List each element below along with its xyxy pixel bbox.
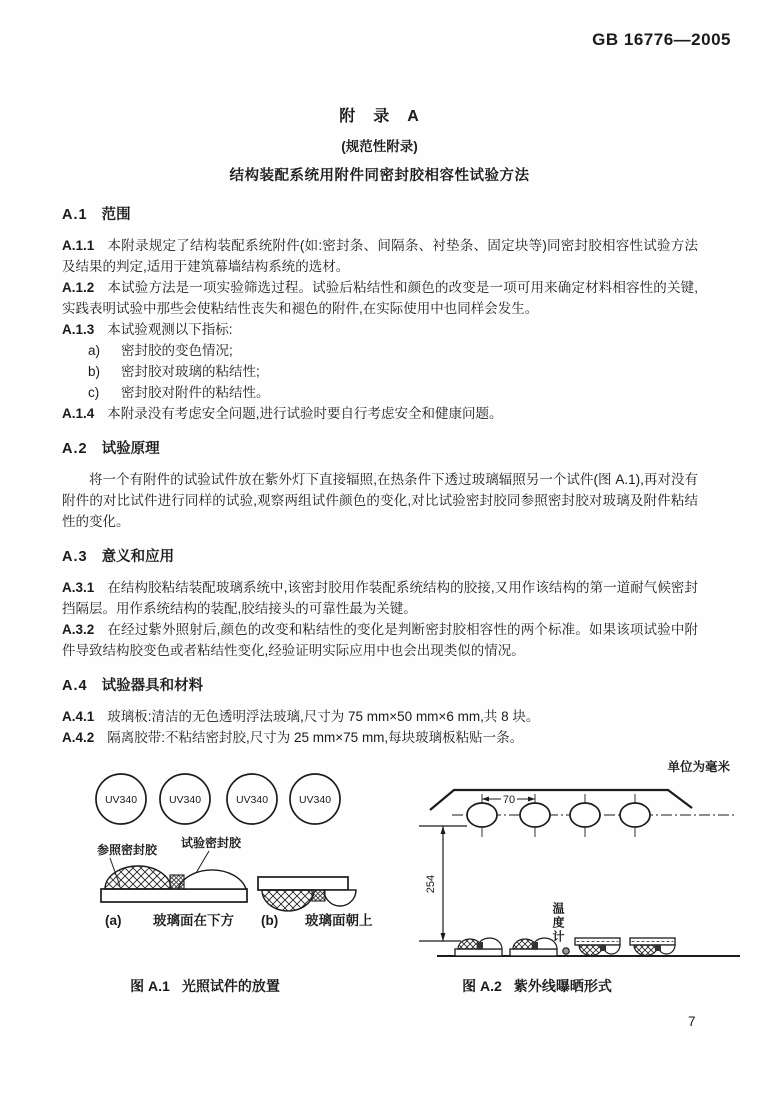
paragraph-label: A.3.2 (62, 622, 95, 637)
figure-a2-caption-label: 图 A.2 (462, 978, 502, 994)
paragraph-label: A.1.2 (62, 280, 95, 295)
paragraph-a2-intro: 将一个有附件的试验试件放在紫外灯下直接辐照,在热条件下透过玻璃辐照另一个试件(图 A.1),再对没有附件的对比试件进行同样的试验,观察两组试件颜色的变化,对比试验密封胶同参照密封胶对玻璃及附件粘结性的变化。 (62, 472, 698, 529)
paragraph-a4-1 (62, 706, 698, 727)
list-item-label: a) (88, 343, 101, 358)
section-heading-a2 (62, 439, 698, 460)
paragraph-label: A.1.3 (62, 322, 95, 337)
paragraph-a3-2 (62, 619, 698, 661)
lamp-spacing-value: 70 (502, 794, 516, 806)
section-label: A.2 (62, 441, 88, 457)
section-label: A.3 (62, 549, 88, 565)
sub-figure-b-label: (b) (261, 913, 279, 928)
figure-a2-uv-exposure-diagram (415, 767, 759, 979)
figure-a1-specimen-placement-diagram (93, 772, 433, 934)
paragraph-text: 在经过紫外照射后,颜色的改变和粘结性的变化是判断密封胶相容性的两个标准。如果该项试验中附件导致结构胶变色或者粘结性变化,经验证明实际应用中也会出现类似的情况。 (62, 622, 698, 658)
specimen-b-glass-up (258, 877, 356, 911)
paragraph-a1-3 (62, 319, 698, 340)
figures-area (0, 760, 759, 1030)
uv-lamp-circles (96, 774, 340, 824)
uv-lamp (620, 803, 650, 827)
section-heading-a3 (62, 547, 698, 568)
lamp-hood (430, 790, 692, 810)
specimen-a-glass-down (101, 866, 247, 902)
paragraph-text: 玻璃板:清洁的无色透明浮法玻璃,尺寸为 75 mm×50 mm×6 mm,共 8 块。 (107, 709, 540, 724)
reference-sealant-label: 参照密封胶 (97, 843, 158, 857)
list-item-text: 密封胶的变色情况; (121, 343, 233, 358)
paragraph-label: A.1.1 (62, 238, 95, 253)
reference-sealant-dome (262, 890, 314, 911)
document-body (62, 200, 698, 748)
section-heading-a1 (62, 205, 698, 226)
list-item-text: 密封胶对附件的粘结性。 (121, 385, 270, 400)
thermometer-label: 温度计 (551, 902, 565, 944)
list-item-text: 密封胶对玻璃的粘结性; (121, 364, 260, 379)
reference-sealant-dome (105, 866, 171, 889)
sub-figure-b-text: 玻璃面朝上 (305, 913, 373, 928)
paragraph-a1-2 (62, 277, 698, 319)
list-item-c (62, 382, 698, 403)
specimen-glass-down-1 (455, 938, 502, 956)
test-sealant-label: 试验密封胶 (181, 836, 242, 850)
uv-lamps (467, 803, 650, 827)
unit-note: 单位为毫米 (667, 760, 730, 774)
list-item-a (62, 340, 698, 361)
paragraph-text: 隔离胶带:不粘结密封胶,尺寸为 25 mm×75 mm,每块玻璃板粘贴一条。 (107, 730, 524, 745)
paragraph-a3-1 (62, 577, 698, 619)
section-title: 范围 (101, 207, 131, 223)
page-number: 7 (688, 1014, 696, 1029)
section-title: 试验器具和材料 (101, 678, 204, 694)
lamp-height-dimension (419, 826, 467, 941)
figure-a1-caption-text: 光照试件的放置 (181, 978, 280, 994)
sub-figure-a-label: (a) (105, 913, 122, 928)
section-heading-a4 (62, 676, 698, 697)
paragraph-label: A.4.2 (62, 730, 95, 745)
glass-plate (258, 877, 348, 890)
uv-lamp-label: UV340 (298, 794, 332, 806)
appendix-title-block (0, 103, 759, 185)
specimen-glass-up-2 (630, 938, 675, 956)
specimen-glass-up-1 (575, 938, 620, 956)
list-item-label: b) (88, 364, 101, 379)
uv-lamp-label: UV340 (104, 794, 138, 806)
figure-a1-caption (80, 976, 330, 996)
spacer-block (312, 890, 325, 901)
paragraph-text: 在结构胶粘结装配玻璃系统中,该密封胶用作装配系统结构的胶接,又用作该结构的第一道耐气候密封挡隔层。用作系统结构的装配,胶结接头的可靠性最为关键。 (62, 580, 698, 616)
section-title: 试验原理 (101, 441, 160, 457)
paragraph-a1-4 (62, 403, 698, 424)
paragraph-label: A.4.1 (62, 709, 95, 724)
appendix-name: 结构装配系统用附件同密封胶相容性试验方法 (229, 168, 530, 184)
paragraph-text: 本附录规定了结构装配系统附件(如:密封条、间隔条、衬垫条、固定块等)同密封胶相容性试验方法及结果的判定,适用于建筑幕墙结构系统的选材。 (62, 238, 698, 274)
figure-a2-caption (412, 976, 662, 996)
uv-lamp (467, 803, 497, 827)
paragraph-a1-1 (62, 235, 698, 277)
uv-lamp-label: UV340 (168, 794, 202, 806)
figure-a2-caption-text: 紫外线曝晒形式 (513, 978, 612, 994)
paragraph-label: A.1.4 (62, 406, 95, 421)
test-sealant-dome (324, 890, 356, 906)
thermometer-bulb (563, 948, 569, 954)
indicator-list (62, 340, 698, 403)
figure-a1-caption-label: 图 A.1 (130, 978, 170, 994)
test-sealant-dome (178, 870, 246, 889)
list-item-b (62, 361, 698, 382)
lamp-height-value: 254 (425, 874, 437, 894)
spacer-block (170, 875, 184, 889)
standard-number: GB 16776—2005 (592, 30, 731, 49)
paragraph-a4-2 (62, 727, 698, 748)
paragraph-text: 本试验观测以下指标: (107, 322, 233, 337)
list-item-label: c) (88, 385, 100, 400)
section-label: A.4 (62, 678, 88, 694)
appendix-type: (规范性附录) (341, 139, 418, 154)
appendix-title: 附 录 A (339, 108, 420, 125)
paragraph-label: A.3.1 (62, 580, 95, 595)
section-label: A.1 (62, 207, 88, 223)
sub-figure-a-text: 玻璃面在下方 (153, 913, 234, 928)
uv-lamp (520, 803, 550, 827)
paragraph-text: 本试验方法是一项实验筛选过程。试验后粘结性和颜色的改变是一项可用来确定材料相容性的关键,实践表明试验中那些会使粘结性丧失和褪色的附件,在实际使用中也同样会发生。 (62, 280, 698, 316)
uv-lamp-label: UV340 (235, 794, 269, 806)
glass-plate (101, 889, 247, 902)
paragraph-text: 本附录没有考虑安全问题,进行试验时要自行考虑安全和健康问题。 (107, 406, 503, 421)
uv-lamp (570, 803, 600, 827)
section-title: 意义和应用 (101, 549, 175, 565)
